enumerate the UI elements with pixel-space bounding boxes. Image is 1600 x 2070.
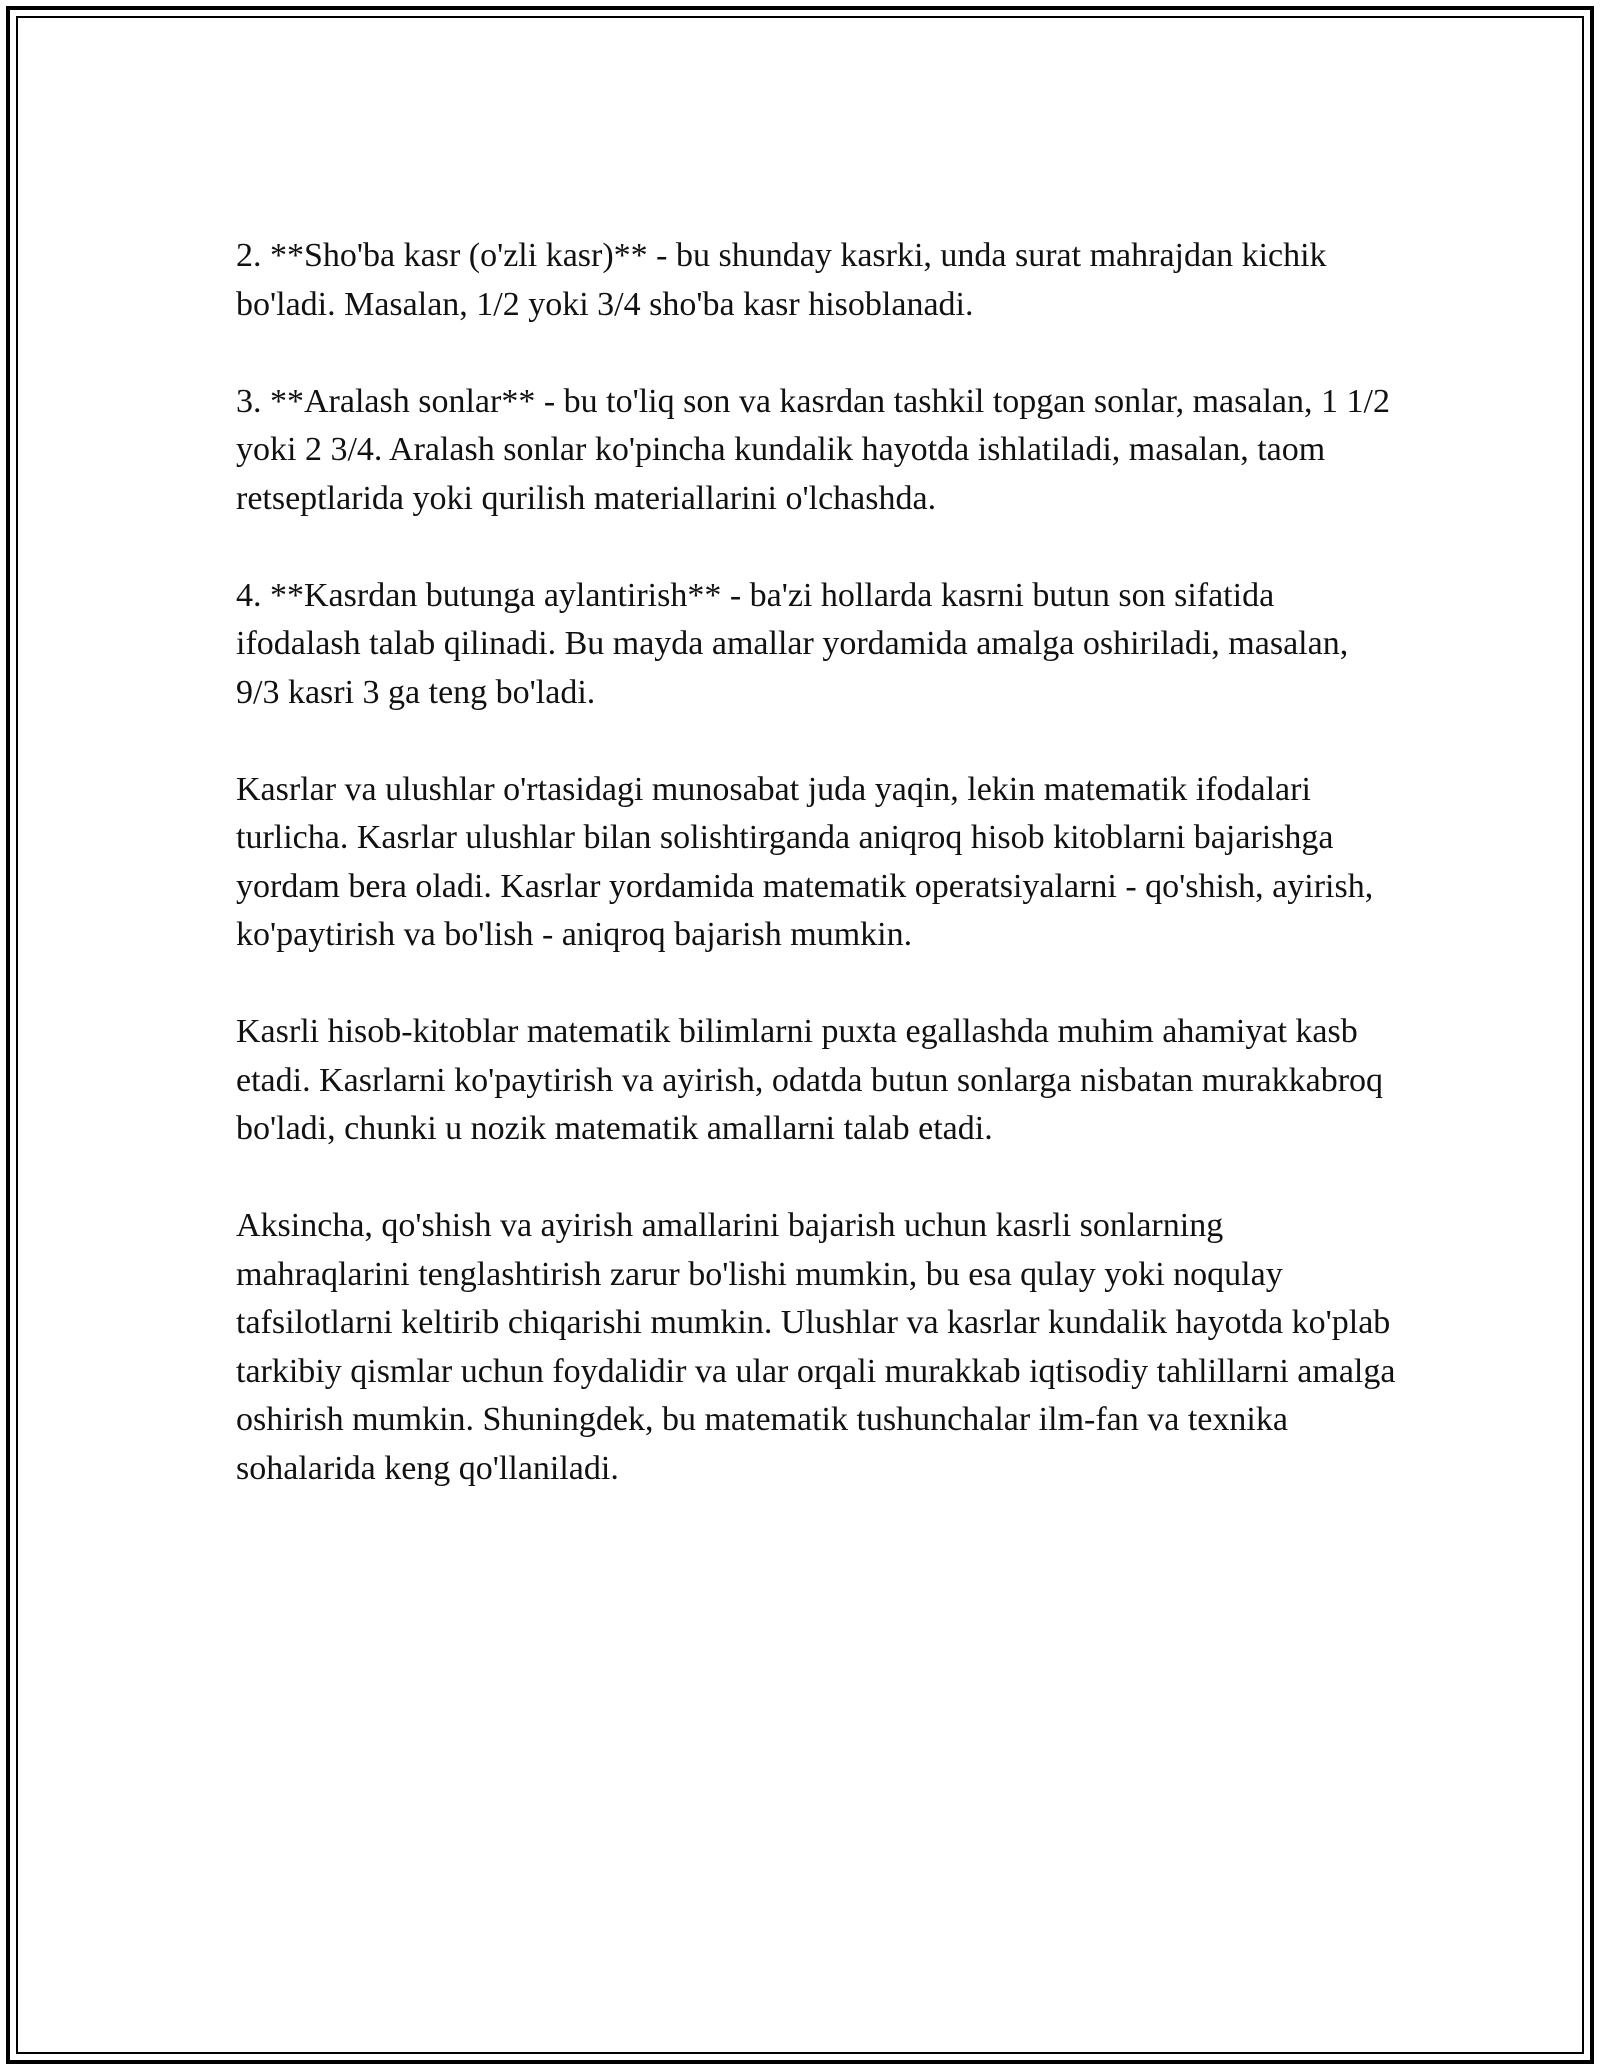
paragraph-aksincha: Aksincha, qo'shish va ayirish amallarini bajarish uchun kasrli sonlarning mahraqlarini tenglashtirish zarur bo'lishi mumkin, bu esa qulay yoki noqulay tafsilotlarni keltirib chiqarishi mumkin. Ulushlar va kasrlar kundalik hayotda ko'plab tarkibiy qismlar uchun foydalidir va ular orqali murakkab iqtisodiy tahlillarni amalga oshirish mumkin. Shuningdek, bu matematik tushunchalar ilm-fan va texnika sohalarida keng qo'llaniladi. [236, 1207, 1396, 1487]
paragraph-kasrlar-ulushlar: Kasrlar va ulushlar o'rtasidagi munosabat juda yaqin, lekin matematik ifodalari turlicha. Kasrlar ulushlar bilan solishtirganda aniqroq hisob kitoblarni bajarishga yordam bera oladi. Kasrlar yordamida matematik operatsiyalarni - qo'shish, ayirish, ko'paytirish va bo'lish - aniqroq bajarish mumkin. [236, 770, 1374, 953]
paragraph-shoba-kasr: 2. **Sho'ba kasr (o'zli kasr)** - bu shunday kasrki, unda surat mahrajdan kichik bo'ladi. Masalan, 1/2 yoki 3/4 sho'ba kasr hisoblanadi. [236, 237, 1327, 323]
document-body [236, 232, 1396, 1542]
paragraph-aralash-sonlar: 3. **Aralash sonlar** - bu to'liq son va kasrdan tashkil topgan sonlar, masalan, 1 1/2 yoki 2 3/4. Aralash sonlar ko'pincha kundalik hayotda ishlatiladi, masalan, taom retseptlarida yoki qurilish materiallarini o'lchashda. [236, 382, 1390, 517]
paragraph-kasrdan-butunga: 4. **Kasrdan butunga aylantirish** - ba'zi hollarda kasrni butun son sifatida ifodalash talab qilinadi. Bu mayda amallar yordamida amalga oshiriladi, masalan, 9/3 kasri 3 ga teng bo'ladi. [236, 576, 1349, 711]
paragraph-kasrli-hisob: Kasrli hisob-kitoblar matematik bilimlarni puxta egallashda muhim ahamiyat kasb etadi. Kasrlarni ko'paytirish va ayirish, odatda butun sonlarga nisbatan murakkabroq bo'ladi, chunki u nozik matematik amallarni talab etadi. [236, 1013, 1384, 1147]
